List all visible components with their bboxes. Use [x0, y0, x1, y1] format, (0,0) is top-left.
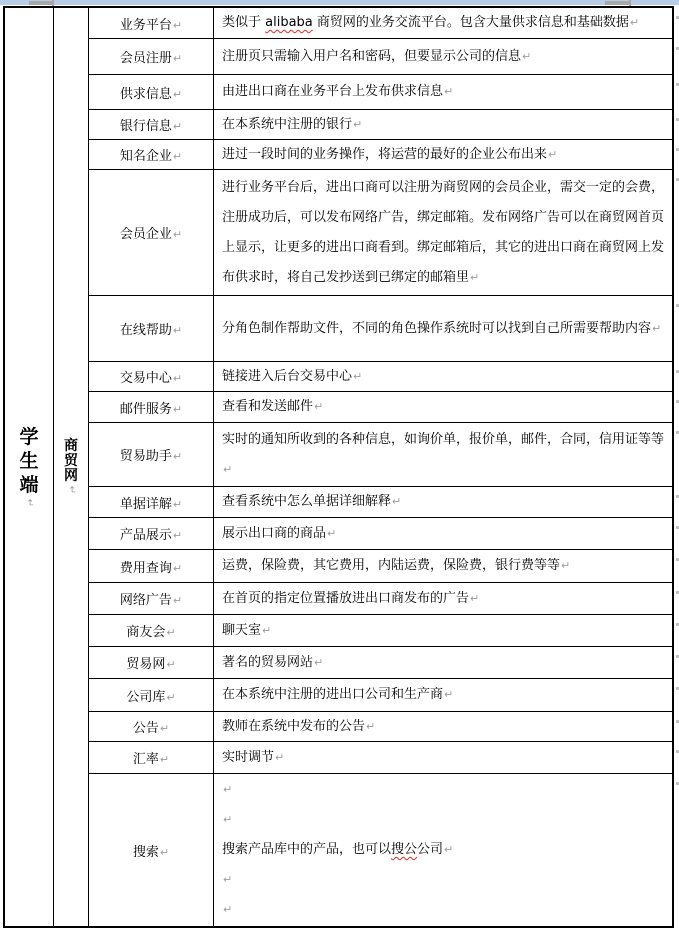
- vertical-header-char: 端: [19, 474, 39, 496]
- paragraph-mark-icon: ↵: [172, 52, 183, 65]
- description-paragraph: [222, 743, 666, 773]
- feature-rows: [89, 8, 672, 926]
- paragraph-mark-icon: ↵: [223, 873, 233, 886]
- description-text: 由进出口商在业务平台上发布供求信息: [222, 84, 444, 99]
- paragraph-mark-icon: ↵: [629, 16, 640, 29]
- table-row: [89, 75, 672, 110]
- table-row: [89, 647, 672, 679]
- description-paragraph: [222, 140, 666, 170]
- paragraph-mark-icon: ↵: [366, 719, 376, 733]
- feature-desc-cell[interactable]: [214, 742, 672, 773]
- feature-label-wrap: [120, 319, 182, 338]
- paragraph-mark-icon: ↵: [172, 594, 183, 607]
- feature-label-cell[interactable]: [89, 296, 214, 361]
- feature-desc-cell[interactable]: [214, 583, 672, 614]
- feature-label-wrap: [133, 748, 169, 767]
- description-text: 进行业务平台后，进出口商可以注册为商贸网的会员企业，需交一定的会费，注册成功后，可以发布网络广告，绑定邮箱。发布网络广告可以在商贸网首页上显示，让更多的进出口商看到。绑定邮箱后，其它的进出口商在商贸网上发布供求时，将自己发抄送到已绑定的邮箱里: [222, 179, 665, 285]
- feature-label: 知名企业: [119, 149, 172, 164]
- description-text: 在首页的指定位置播放进出口商发布的广告: [222, 590, 470, 606]
- feature-label: 贸易助手: [119, 449, 172, 464]
- table-row: [89, 362, 672, 392]
- feature-label-cell[interactable]: [89, 392, 214, 422]
- feature-label-cell[interactable]: [89, 550, 214, 582]
- description-paragraph: [222, 110, 666, 140]
- feature-label: 公告: [132, 721, 159, 736]
- feature-label-cell[interactable]: [89, 110, 214, 139]
- feature-label-wrap: [120, 557, 182, 576]
- feature-label: 汇率: [132, 752, 159, 767]
- cell-trade-network[interactable]: [54, 8, 89, 926]
- feature-label-wrap: [126, 686, 175, 705]
- feature-label-wrap: [120, 145, 182, 164]
- feature-label: 产品展示: [119, 528, 172, 543]
- description-text: 教师在系统中发布的公告: [222, 718, 366, 734]
- description-paragraph: [222, 712, 666, 742]
- paragraph-mark-icon: ↵: [172, 529, 183, 542]
- feature-desc-cell[interactable]: [214, 362, 672, 391]
- paragraph-mark-icon: ↵: [327, 526, 337, 540]
- feature-label-wrap: [120, 589, 182, 608]
- feature-label: 公司库: [126, 689, 166, 705]
- description-paragraph: [222, 616, 666, 646]
- paragraph-mark-icon: ↵: [353, 117, 363, 131]
- feature-label-wrap: [120, 115, 182, 134]
- paragraph-mark-icon: ↵: [444, 85, 454, 98]
- table-row: [89, 742, 672, 774]
- paragraph-mark-icon: ↵: [166, 690, 176, 704]
- paragraph-mark-icon: ↵: [166, 658, 176, 671]
- feature-label: 贸易网: [126, 657, 166, 672]
- feature-label-cell[interactable]: [89, 140, 214, 169]
- cell-student-side[interactable]: [5, 8, 54, 926]
- feature-label-wrap: [120, 83, 182, 102]
- feature-label-cell[interactable]: [89, 170, 214, 295]
- feature-desc-cell[interactable]: [214, 487, 672, 517]
- description-text: 在本系统中注册的银行: [222, 116, 353, 132]
- table-row: [89, 550, 672, 583]
- misspelled-text: 搜公: [391, 842, 418, 857]
- description-paragraph: [222, 551, 666, 581]
- paragraph-mark-icon: ↵: [23, 498, 35, 508]
- feature-label: 会员注册: [119, 51, 172, 66]
- description-paragraph: [222, 835, 666, 865]
- feature-label: 单据详解: [119, 496, 172, 512]
- table-row: [89, 679, 672, 712]
- description-paragraph: [222, 865, 666, 895]
- paragraph-mark-icon: ↵: [172, 228, 183, 241]
- paragraph-mark-icon: ↵: [470, 270, 480, 284]
- feature-label-wrap: [120, 398, 182, 417]
- vertical-header-char: 商: [64, 437, 78, 454]
- feature-desc-cell[interactable]: [214, 392, 672, 422]
- feature-label-wrap: [126, 653, 175, 672]
- feature-label: 供求信息: [119, 86, 172, 102]
- description-text: 实时的通知所收到的各种信息，如询价单，报价单，邮件，合同，信用证等等: [222, 431, 665, 447]
- table-fragment-left: [29, 1, 53, 5]
- paragraph-mark-icon: ↵: [444, 843, 454, 856]
- feature-desc-cell[interactable]: [214, 140, 672, 169]
- description-paragraph: [222, 680, 666, 710]
- paragraph-mark-icon: ↵: [444, 688, 454, 701]
- feature-label: 银行信息: [119, 119, 172, 134]
- feature-label-cell[interactable]: [89, 75, 214, 109]
- feature-desc-cell[interactable]: [214, 423, 672, 486]
- table-row: [89, 110, 672, 140]
- description-paragraph: [222, 805, 666, 835]
- description-paragraph: [222, 425, 666, 485]
- paragraph-mark-icon: ↵: [548, 147, 558, 161]
- table-row: [89, 487, 672, 518]
- table-row: [89, 392, 672, 423]
- feature-desc-cell[interactable]: [214, 647, 672, 678]
- feature-label: 网络广告: [119, 593, 172, 608]
- table-row: [89, 296, 672, 362]
- feature-desc-cell[interactable]: [214, 774, 672, 926]
- feature-label-wrap: [133, 717, 169, 736]
- paragraph-mark-icon: ↵: [166, 626, 176, 639]
- description-text: 分角色制作帮助文件，不同的角色操作系统时可以找到自己所需要帮助内容: [222, 320, 652, 336]
- description-text: 著名的贸易网站: [222, 654, 314, 670]
- paragraph-mark-icon: ↵: [652, 321, 662, 335]
- feature-label-wrap: [120, 367, 182, 386]
- description-paragraph: [222, 775, 666, 805]
- feature-label-cell[interactable]: [89, 679, 214, 711]
- description-text: 运费，保险费，其它费用，内陆运费，保险费，银行费等等: [222, 558, 561, 573]
- feature-label-wrap: [133, 841, 169, 860]
- feature-label-wrap: [120, 524, 182, 543]
- feature-label-wrap: [120, 445, 182, 464]
- feature-desc-cell[interactable]: [214, 170, 672, 295]
- paragraph-mark-icon: ↵: [172, 87, 183, 101]
- misspelled-text: alibaba: [265, 15, 313, 30]
- description-paragraph: [222, 392, 666, 422]
- description-paragraph: [222, 314, 666, 344]
- description-paragraph: [222, 8, 666, 38]
- feature-label: 会员企业: [119, 227, 172, 242]
- feature-table: [3, 6, 674, 928]
- description-paragraph: [222, 362, 666, 392]
- paragraph-mark-icon: ↵: [262, 623, 272, 637]
- description-text: 在本系统中注册的进出口公司和生产商: [222, 687, 444, 702]
- feature-label: 搜索: [132, 844, 159, 860]
- table-row: [89, 140, 672, 170]
- description-text: 聊天室: [222, 622, 262, 638]
- feature-desc-cell[interactable]: [214, 712, 672, 741]
- feature-desc-cell[interactable]: [214, 75, 672, 109]
- feature-label-cell[interactable]: [89, 742, 214, 773]
- description-text: 链接进入后台交易中心: [222, 368, 353, 384]
- paragraph-mark-icon: ↵: [172, 561, 183, 575]
- paragraph-mark-icon: ↵: [223, 462, 233, 476]
- feature-label: 在线帮助: [119, 323, 172, 338]
- paragraph-mark-icon: ↵: [314, 400, 324, 413]
- feature-label-cell[interactable]: [89, 615, 214, 646]
- paragraph-mark-icon: ↵: [223, 783, 233, 796]
- description-text: 商贸网的业务交流平台。包含大量供求信息和基础数据: [312, 15, 629, 30]
- feature-label-cell[interactable]: [89, 712, 214, 741]
- description-text: 展示出口商的商品: [222, 525, 327, 541]
- feature-label-cell[interactable]: [89, 583, 214, 614]
- table-fragment-right: [605, 1, 631, 5]
- paragraph-mark-icon: ↵: [172, 372, 183, 385]
- description-text: 搜索产品库中的产品，也可以: [222, 842, 392, 857]
- description-paragraph: [222, 648, 666, 678]
- description-paragraph: [222, 77, 666, 107]
- feature-label: 商友会: [126, 625, 166, 640]
- feature-label-cell[interactable]: [89, 423, 214, 486]
- feature-desc-cell[interactable]: [214, 296, 672, 361]
- table-row: [89, 583, 672, 615]
- feature-desc-cell[interactable]: [214, 518, 672, 549]
- description-text: 查看系统中怎么单据详细解释: [222, 494, 392, 509]
- paragraph-mark-icon: ↵: [172, 497, 183, 511]
- paragraph-mark-icon: ↵: [159, 753, 170, 766]
- paragraph-mark-icon: ↵: [172, 18, 183, 32]
- paragraph-mark-icon: ↵: [172, 120, 183, 133]
- feature-desc-cell[interactable]: [214, 550, 672, 582]
- description-text: 查看和发送邮件: [222, 399, 314, 414]
- feature-label-wrap: [120, 493, 182, 512]
- feature-desc-cell[interactable]: [214, 8, 672, 38]
- paragraph-mark-icon: ↵: [392, 495, 402, 508]
- feature-label: 费用查询: [119, 560, 172, 576]
- table-row: [89, 39, 672, 75]
- paragraph-mark-icon: ↵: [172, 450, 183, 463]
- feature-desc-cell[interactable]: [214, 39, 672, 74]
- table-row: [89, 774, 672, 926]
- feature-label-cell[interactable]: [89, 8, 214, 38]
- description-text: 类似于: [222, 15, 266, 30]
- description-paragraph: [222, 487, 666, 517]
- table-row: [89, 518, 672, 550]
- feature-label-wrap: [120, 14, 182, 33]
- table-row: [89, 423, 672, 487]
- description-text: 进过一段时间的业务操作，将运营的最好的企业公布出来: [222, 146, 548, 162]
- vertical-header-char: 贸: [64, 452, 78, 469]
- table-row: [89, 615, 672, 647]
- paragraph-mark-icon: ↵: [172, 150, 183, 163]
- feature-label-wrap: [120, 47, 182, 66]
- description-paragraph: [222, 173, 666, 293]
- feature-label-wrap: [126, 621, 175, 640]
- paragraph-mark-icon: ↵: [223, 813, 233, 826]
- description-text: 实时调节: [222, 749, 275, 765]
- feature-label-cell[interactable]: [89, 39, 214, 74]
- description-text: 公司: [417, 842, 444, 857]
- description-paragraph: [222, 519, 666, 549]
- paragraph-mark-icon: ↵: [172, 324, 183, 337]
- paragraph-mark-icon: ↵: [470, 591, 480, 605]
- feature-desc-cell[interactable]: [214, 679, 672, 711]
- table-row: [89, 8, 672, 39]
- description-paragraph: [222, 42, 666, 72]
- feature-desc-cell[interactable]: [214, 110, 672, 139]
- paragraph-mark-icon: ↵: [159, 845, 170, 859]
- feature-label: 交易中心: [119, 371, 172, 386]
- paragraph-mark-icon: ↵: [65, 485, 77, 494]
- paragraph-mark-icon: ↵: [561, 559, 571, 572]
- feature-label-cell[interactable]: [89, 647, 214, 678]
- feature-label: 业务平台: [119, 17, 172, 33]
- feature-label-cell[interactable]: [89, 774, 214, 926]
- paragraph-mark-icon: ↵: [275, 750, 285, 764]
- description-paragraph: [222, 895, 666, 925]
- table-row: [89, 712, 672, 742]
- paragraph-mark-icon: ↵: [159, 722, 170, 735]
- feature-desc-cell[interactable]: [214, 615, 672, 646]
- table-row: [89, 170, 672, 296]
- vertical-header-char: 学: [19, 426, 39, 448]
- paragraph-mark-icon: ↵: [314, 655, 324, 669]
- paragraph-mark-icon: ↵: [522, 49, 532, 63]
- feature-label-cell[interactable]: [89, 362, 214, 391]
- feature-label-wrap: [120, 223, 182, 242]
- feature-label-cell[interactable]: [89, 487, 214, 517]
- paragraph-mark-icon: ↵: [172, 402, 183, 416]
- top-strip: [0, 0, 679, 5]
- description-paragraph: [222, 584, 666, 614]
- vertical-header-char: 网: [64, 467, 78, 484]
- vertical-header-char: 生: [19, 450, 39, 472]
- paragraph-mark-icon: ↵: [223, 903, 233, 916]
- feature-label: 邮件服务: [119, 401, 172, 417]
- paragraph-mark-icon: ↵: [353, 369, 363, 383]
- feature-label-cell[interactable]: [89, 518, 214, 549]
- description-text: 注册页只需输入用户名和密码，但要显示公司的信息: [222, 48, 522, 64]
